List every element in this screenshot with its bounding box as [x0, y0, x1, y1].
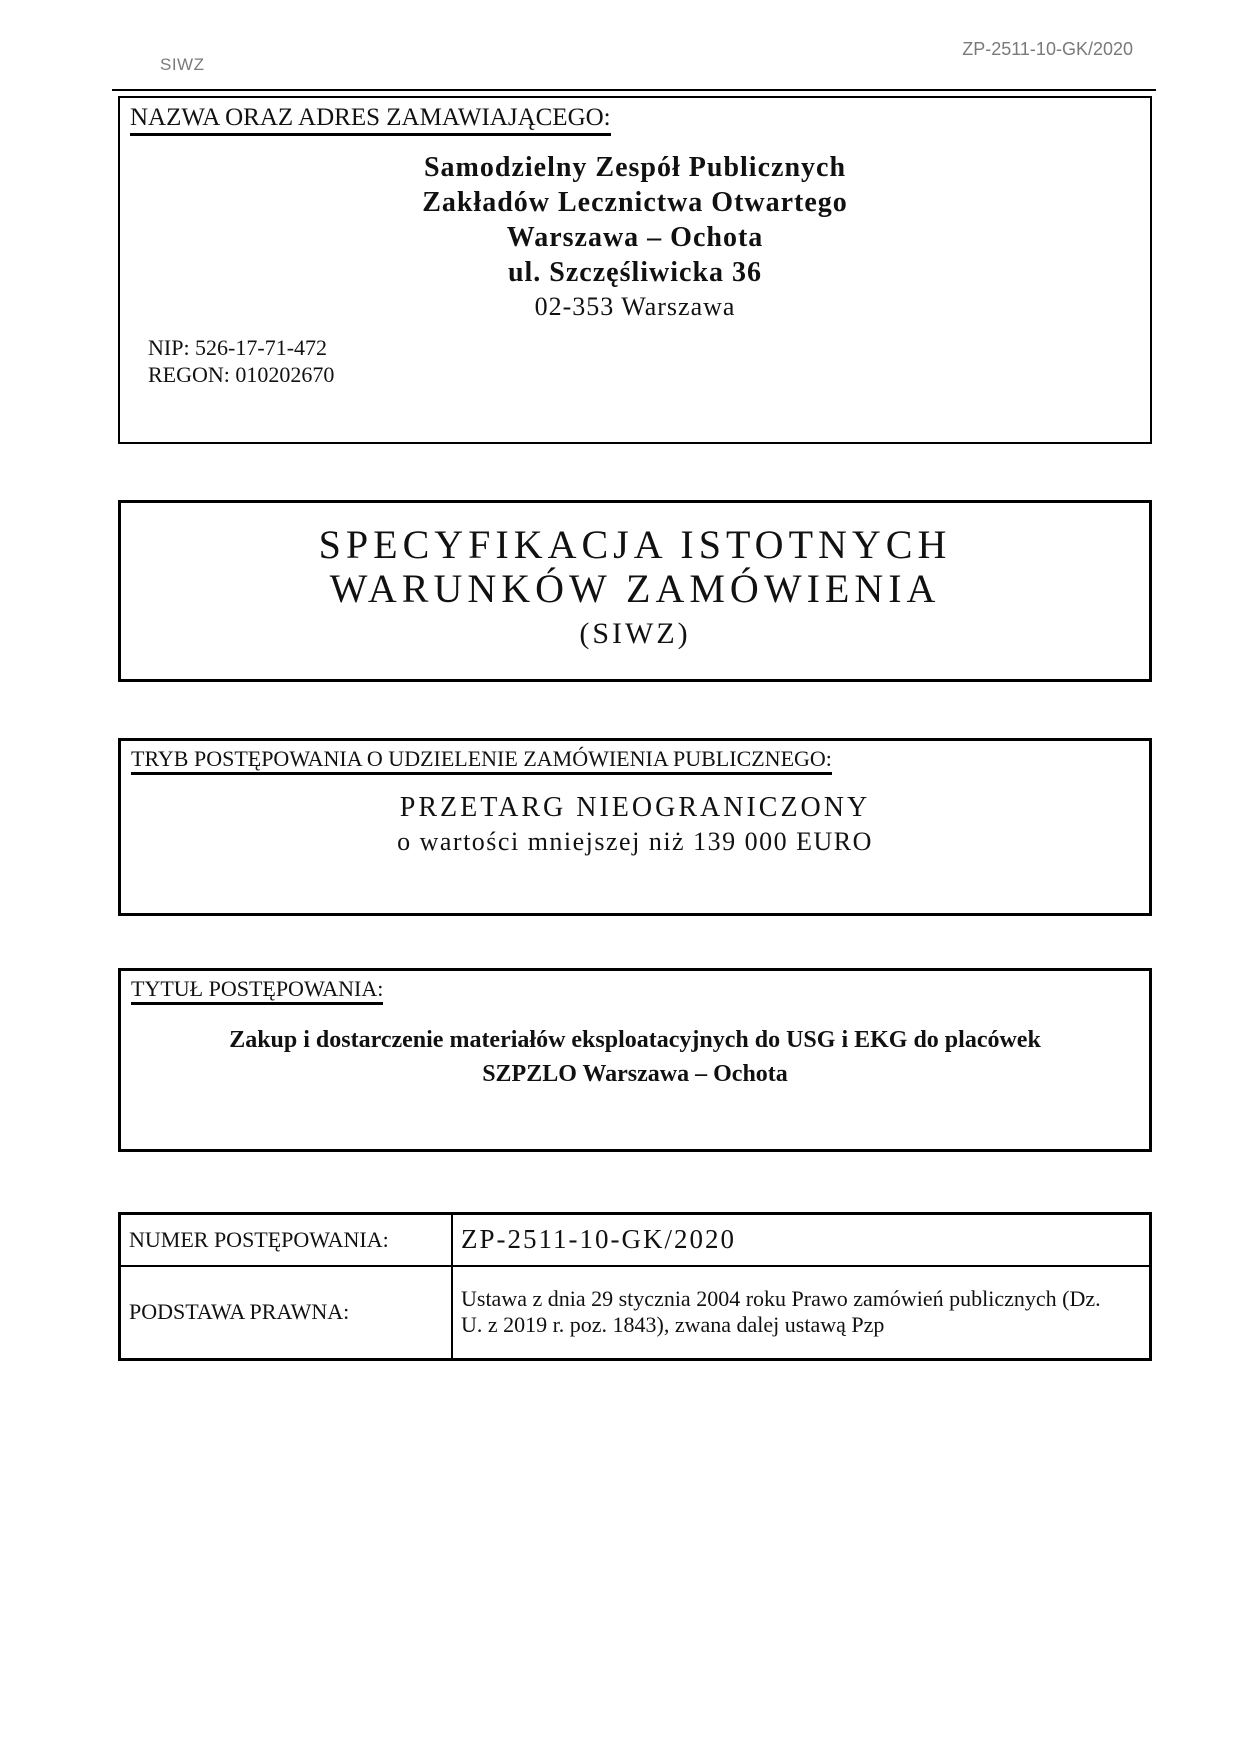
section-tender-title — [118, 968, 1152, 1152]
buyer-org-line: Zakładów Lecznictwa Otwartego — [422, 186, 848, 218]
document-number-header: ZP-2511-10-GK/2020 — [962, 39, 1133, 59]
procedure-value-limit: o wartości mniejszej niż 139 000 EURO — [397, 827, 873, 857]
buyer-address-block — [120, 150, 1150, 324]
buyer-regon: REGON: 010202670 — [148, 361, 335, 387]
buyer-org-line: ul. Szczęśliwicka 36 — [507, 256, 763, 288]
table-row-podstawa — [120, 1266, 1151, 1360]
procedure-details-table — [118, 1212, 1152, 1361]
section-buyer-name-address — [118, 96, 1152, 444]
document-title-line: SPECYFIKACJA ISTOTNYCH — [318, 522, 952, 567]
procedure-mode-heading: TRYB POSTĘPOWANIA O UDZIELENIE ZAMÓWIENIA PUBLICZNEGO: — [131, 747, 832, 775]
table-row-numer — [120, 1214, 1151, 1266]
procedure-mode-value: PRZETARG NIEOGRANICZONY — [399, 792, 871, 824]
buyer-postal-line: 02-353 Warszawa — [534, 291, 736, 321]
podstawa-value-cell — [452, 1266, 1151, 1360]
numer-value-cell: ZP-2511-10-GK/2020 — [452, 1214, 1151, 1266]
podstawa-label-cell: PODSTAWA PRAWNA: — [120, 1266, 453, 1360]
tender-title-text — [141, 1023, 1129, 1091]
page-header-label: SIWZ — [160, 55, 205, 74]
document-title-line: WARUNKÓW ZAMÓWIENIA — [329, 566, 941, 611]
tender-title-heading: TYTUŁ POSTĘPOWANIA: — [131, 977, 383, 1005]
buyer-org-line: Warszawa – Ochota — [506, 221, 764, 253]
buyer-org-line: Samodzielny Zespół Publicznych — [423, 151, 847, 183]
section-procedure-mode — [118, 738, 1152, 916]
buyer-section-heading: NAZWA ORAZ ADRES ZAMAWIAJĄCEGO: — [130, 104, 611, 136]
tender-title-line: Zakup i dostarczenie materiałów eksploatacyjnych do USG i EKG do placówek — [229, 1027, 1041, 1054]
section-document-title — [118, 500, 1152, 682]
buyer-tax-ids — [148, 334, 1150, 388]
tender-title-line: SZPZLO Warszawa – Ochota — [482, 1061, 788, 1088]
procedure-mode-block — [121, 791, 1149, 858]
buyer-nip: NIP: 526-17-71-472 — [148, 334, 328, 360]
numer-label-cell: NUMER POSTĘPOWANIA: — [120, 1214, 453, 1266]
podstawa-value-text: Ustawa z dnia 29 stycznia 2004 roku Prawo zamówień publicznych (Dz. U. z 2019 r. poz. 1843), zwana dalej ustawą Pzp — [461, 1286, 1101, 1338]
header-rule — [112, 89, 1156, 91]
document-title-abbreviation: (SIWZ) — [579, 617, 691, 650]
